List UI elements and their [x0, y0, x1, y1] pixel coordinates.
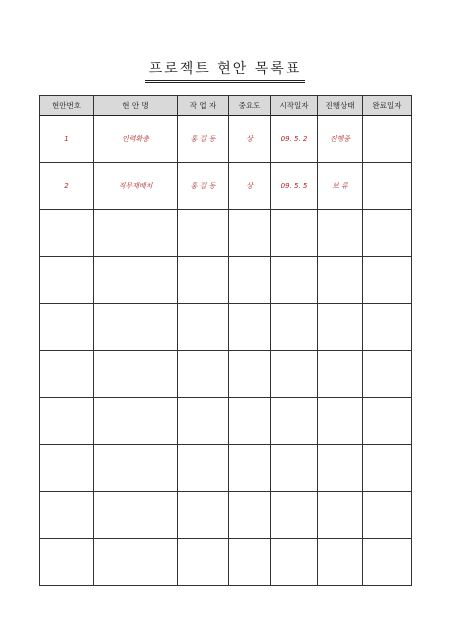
cell-issue-number: [40, 492, 94, 539]
cell-completion-date: [363, 116, 412, 163]
table-row: [40, 304, 412, 351]
cell-status: [318, 351, 363, 398]
cell-issue-number: [40, 257, 94, 304]
cell-priority: 상: [229, 163, 271, 210]
cell-priority: [229, 351, 271, 398]
cell-start-date: [271, 398, 318, 445]
col-header-issue-number: 현안번호: [40, 96, 94, 116]
cell-worker: [178, 398, 229, 445]
cell-issue-number: 1: [40, 116, 94, 163]
cell-start-date: 09. 5. 2: [271, 116, 318, 163]
cell-status: [318, 304, 363, 351]
col-header-completion-date: 완료일자: [363, 96, 412, 116]
cell-priority: [229, 398, 271, 445]
cell-issue-name: [94, 492, 178, 539]
cell-completion-date: [363, 398, 412, 445]
table-row: [40, 210, 412, 257]
cell-completion-date: [363, 492, 412, 539]
cell-status: 보 류: [318, 163, 363, 210]
cell-completion-date: [363, 210, 412, 257]
header-row: [40, 96, 412, 116]
cell-status: [318, 398, 363, 445]
cell-start-date: [271, 445, 318, 492]
cell-issue-name: [94, 257, 178, 304]
cell-issue-name: [94, 398, 178, 445]
table-row: [40, 539, 412, 586]
col-header-worker: 작 업 자: [178, 96, 229, 116]
cell-issue-name: 직무재배치: [94, 163, 178, 210]
cell-start-date: [271, 351, 318, 398]
cell-worker: [178, 539, 229, 586]
cell-completion-date: [363, 351, 412, 398]
cell-worker: [178, 210, 229, 257]
cell-issue-name: [94, 351, 178, 398]
col-header-start-date: 시작일자: [271, 96, 318, 116]
cell-issue-number: [40, 304, 94, 351]
cell-worker: [178, 257, 229, 304]
cell-issue-number: [40, 539, 94, 586]
col-header-priority: 중요도: [229, 96, 271, 116]
cell-status: 진행중: [318, 116, 363, 163]
cell-start-date: [271, 304, 318, 351]
cell-priority: [229, 492, 271, 539]
cell-worker: [178, 351, 229, 398]
cell-issue-name: [94, 445, 178, 492]
col-header-status: 진행상태: [318, 96, 363, 116]
cell-completion-date: [363, 445, 412, 492]
cell-start-date: [271, 257, 318, 304]
table-row: [40, 163, 412, 210]
cell-priority: [229, 539, 271, 586]
cell-status: [318, 539, 363, 586]
cell-priority: [229, 257, 271, 304]
cell-status: [318, 445, 363, 492]
cell-status: [318, 257, 363, 304]
cell-start-date: [271, 539, 318, 586]
table-row: [40, 492, 412, 539]
document-title: 프로젝트 현안 목록표: [145, 60, 306, 83]
cell-worker: [178, 492, 229, 539]
cell-completion-date: [363, 257, 412, 304]
cell-completion-date: [363, 304, 412, 351]
cell-start-date: [271, 210, 318, 257]
cell-worker: [178, 304, 229, 351]
title-container: [0, 58, 450, 83]
cell-status: [318, 210, 363, 257]
cell-issue-number: [40, 210, 94, 257]
cell-issue-name: 인력확충: [94, 116, 178, 163]
cell-completion-date: [363, 539, 412, 586]
cell-issue-number: [40, 351, 94, 398]
cell-status: [318, 492, 363, 539]
cell-issue-number: [40, 445, 94, 492]
cell-issue-name: [94, 539, 178, 586]
cell-worker: 홍 길 동: [178, 116, 229, 163]
cell-issue-number: 2: [40, 163, 94, 210]
table-row: [40, 257, 412, 304]
cell-priority: [229, 445, 271, 492]
cell-completion-date: [363, 163, 412, 210]
cell-priority: 상: [229, 116, 271, 163]
col-header-issue-name: 현 안 명: [94, 96, 178, 116]
cell-priority: [229, 210, 271, 257]
issue-list-table: [39, 95, 412, 586]
cell-issue-name: [94, 304, 178, 351]
cell-start-date: [271, 492, 318, 539]
table-row: [40, 445, 412, 492]
cell-issue-number: [40, 398, 94, 445]
cell-worker: [178, 445, 229, 492]
table-row: [40, 351, 412, 398]
cell-issue-name: [94, 210, 178, 257]
cell-worker: 홍 길 동: [178, 163, 229, 210]
cell-priority: [229, 304, 271, 351]
table-row: [40, 116, 412, 163]
cell-start-date: 09. 5. 5: [271, 163, 318, 210]
table-row: [40, 398, 412, 445]
